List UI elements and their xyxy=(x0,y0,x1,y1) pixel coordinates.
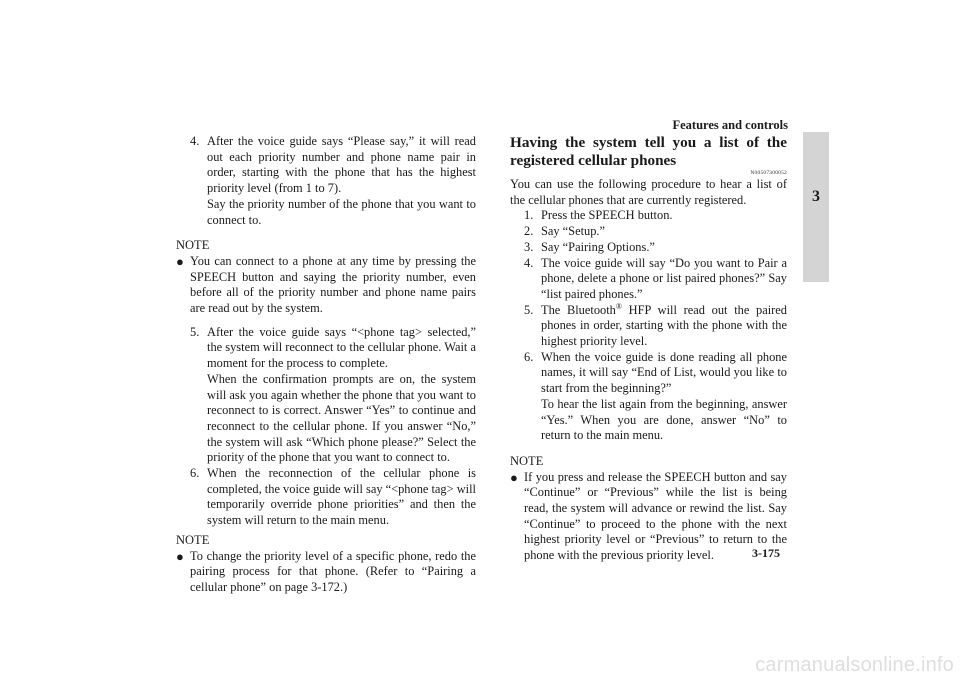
step-text-continued: Say the priority number of the phone that you want to connect to. xyxy=(207,196,476,227)
step-text: After the voice guide says “<phone tag> selected,” the system will reconnect to the cellular phone. Wait a moment for the process to complete. xyxy=(207,324,476,371)
step-5 xyxy=(524,303,787,350)
note-label: NOTE xyxy=(510,453,544,468)
note-text: You can connect to a phone at any time by pressing the SPEECH button and saying the priority number, even before all of the priority number and phone name pairs are read out by the system. xyxy=(190,253,476,316)
step-4 xyxy=(524,256,787,303)
step-text: When the voice guide is done reading all phone names, it will say “End of List, would you like to start from the beginning?” xyxy=(541,349,787,396)
registered-mark: ® xyxy=(615,301,622,311)
step-text: The Bluetooth xyxy=(541,302,616,317)
step-2 xyxy=(524,224,787,240)
bullet-icon: ● xyxy=(176,253,184,269)
step-number: 5. xyxy=(524,302,534,317)
note-label: NOTE xyxy=(176,238,210,253)
right-column xyxy=(510,134,787,572)
step-6 xyxy=(190,466,476,529)
section-heading: Having the system tell you a list of the registered cellular phones xyxy=(510,134,787,169)
step-number: 3. xyxy=(524,239,534,254)
step-text: When the reconnection of the cellular phone is completed, the voice guide will say “<phone tag> will temporarily override phone priorities” and then the system will return to the main menu. xyxy=(207,466,476,528)
step-text-continued: When the confirmation prompts are on, the system will ask you again whether the phone that you want to reconnect to is correct. Answer “Yes” to continue and reconnect to the cellular phone. If you answer “No,” the system will ask “Which phone please?” Select the priority of the phone that you want to connect to. xyxy=(207,371,476,465)
step-number: 5. xyxy=(190,324,200,339)
step-text-continued: HFP will read out the paired phones in order, starting with the phone with the highest priority level. xyxy=(541,302,788,349)
step-5 xyxy=(190,325,476,466)
step-text-continued: To hear the list again from the beginning, answer “Yes.” When you are done, answer “No” to return to the main menu. xyxy=(541,396,787,443)
intro-paragraph: You can use the following procedure to hear a list of the cellular phones that are currently registered. xyxy=(510,177,787,207)
watermark[interactable]: carmanualsonline.info xyxy=(755,654,954,677)
step-3 xyxy=(524,240,787,256)
step-1 xyxy=(524,208,787,224)
step-number: 2. xyxy=(524,224,534,239)
step-4 xyxy=(190,134,476,228)
bullet-icon: ● xyxy=(510,469,518,485)
chapter-number: 3 xyxy=(812,188,820,205)
page-number: 3-175 xyxy=(752,546,780,560)
steps-list xyxy=(510,208,787,302)
note-text: If you press and release the SPEECH button and say “Continue” or “Previous” while the list is being read, the system will advance or rewind the list. Say “Continue” to proceed to the phone with the next highest priority level or “Previous” to return to the phone with the previous priority level. xyxy=(524,469,787,563)
note-item xyxy=(176,254,476,317)
step-6 xyxy=(524,350,787,444)
reference-code: N00507300052 xyxy=(750,170,787,176)
bullet-icon: ● xyxy=(176,548,184,564)
chapter-tab xyxy=(803,132,829,282)
step-text: After the voice guide says “Please say,” it will read out each priority number and phone name pair in order, starting with the phone that has the highest priority level (from 1 to 7). xyxy=(207,134,476,196)
left-column xyxy=(176,134,476,604)
page-header-title: Features and controls xyxy=(672,118,788,132)
step-text: The voice guide will say “Do you want to Pair a phone, delete a phone or list paired phones?” Say “list paired phones.” xyxy=(541,255,787,301)
note-item xyxy=(510,470,787,564)
step-text: Say “Setup.” xyxy=(541,224,606,239)
note-text: To change the priority level of a specific phone, redo the pairing process for that phone. (Refer to “Pairing a cellular phone” on page 3-172.) xyxy=(190,548,476,594)
step-text: Say “Pairing Options.” xyxy=(541,239,655,254)
step-number: 4. xyxy=(524,255,534,270)
step-number: 1. xyxy=(524,208,534,223)
step-text: Press the SPEECH button. xyxy=(541,208,673,223)
note-item xyxy=(176,549,476,596)
step-number: 6. xyxy=(524,349,534,364)
note-label: NOTE xyxy=(176,532,210,547)
step-number: 4. xyxy=(190,134,200,148)
step-number: 6. xyxy=(190,466,200,481)
